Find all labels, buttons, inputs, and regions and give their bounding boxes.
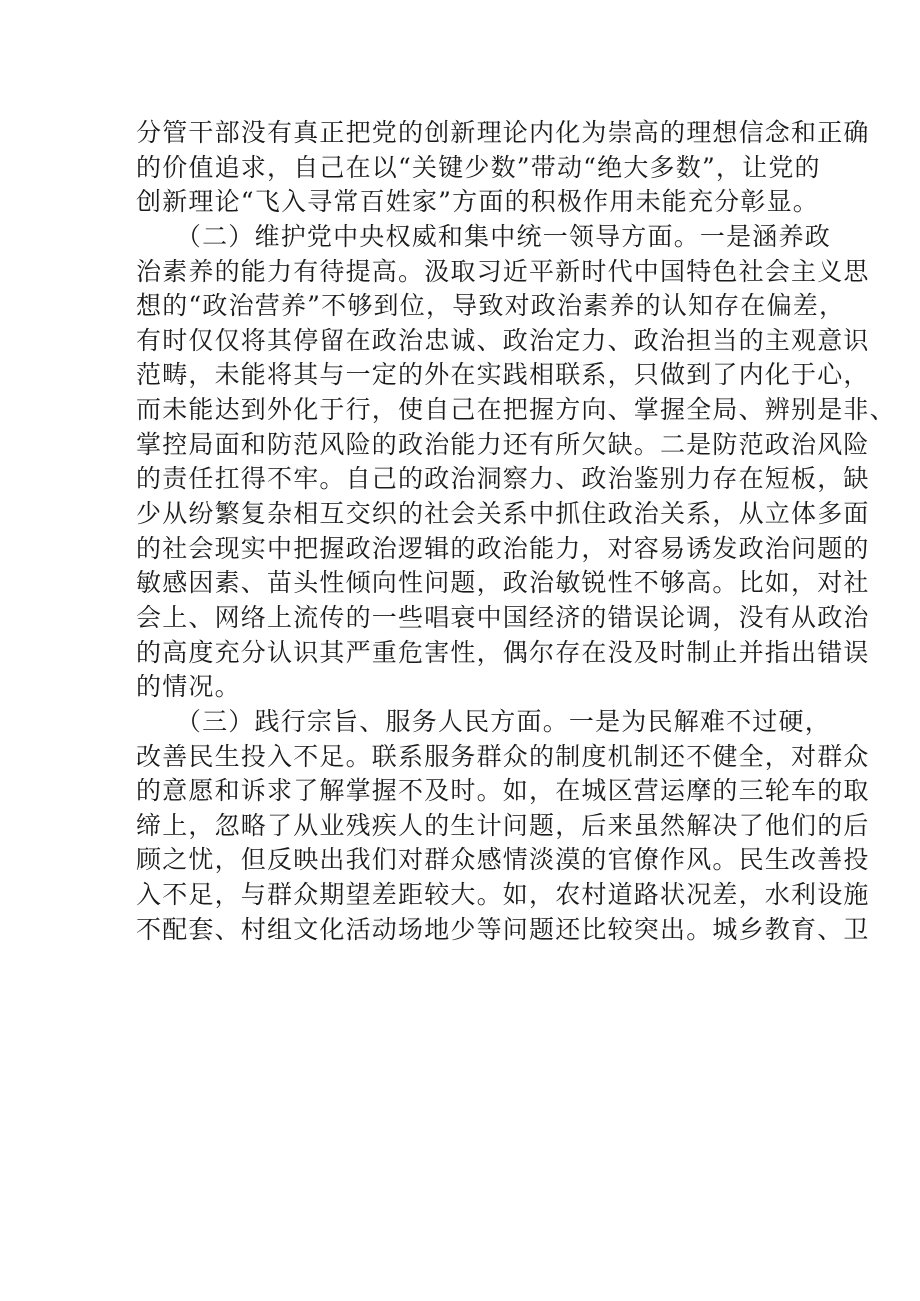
text-line: 的情况。 <box>136 672 241 702</box>
body-text <box>136 116 896 947</box>
text-line: 分管干部没有真正把党的创新理论内化为崇高的理想信念和正确 <box>136 118 870 147</box>
text-line: 的意愿和诉求了解掌握不及时。如，在城区营运摩的三轮车的取 <box>136 776 870 806</box>
text-line: 想的“政治营养”不够到位，导致对政治素养的认知存在偏差， <box>136 291 846 321</box>
section-heading-line: （三）践行宗旨、服务人民方面。一是为民解难不过硬， <box>136 706 831 736</box>
text-line: 敏感因素、苗头性倾向性问题，政治敏锐性不够高。比如，对社 <box>136 568 870 598</box>
text-line: 少从纷繁复杂相互交织的社会关系中抓住政治关系，从立体多面 <box>136 499 870 529</box>
text-line: 的高度充分认识其严重危害性，偶尔存在没及时制止并指出错误 <box>136 637 870 667</box>
text-line: 掌控局面和防范风险的政治能力还有所欠缺。二是防范政治风险 <box>136 429 870 459</box>
text-line: 会上、网络上流传的一些唱衰中国经济的错误论调，没有从政治 <box>136 602 870 632</box>
text-line: 入不足，与群众期望差距较大。如，农村道路状况差，水利设施 <box>136 880 870 910</box>
text-line: 改善民生投入不足。联系服务群众的制度机制还不健全，对群众 <box>136 741 870 771</box>
text-line: 顾之忧，但反映出我们对群众感情淡漠的官僚作风。民生改善投 <box>136 845 870 875</box>
text-line: 的社会现实中把握政治逻辑的政治能力，对容易诱发政治问题的 <box>136 533 870 563</box>
section-heading-line: （二）维护党中央权威和集中统一领导方面。一是涵养政 <box>136 221 831 251</box>
text-line: 的价值追求，自己在以“关键少数”带动“绝大多数”，让党的 <box>136 152 821 182</box>
text-line: 缔上，忽略了从业残疾人的生计问题，后来虽然解决了他们的后 <box>136 810 870 840</box>
text-line: 的责任扛得不牢。自己的政治洞察力、政治鉴别力存在短板，缺 <box>136 464 870 494</box>
text-line: 有时仅仅将其停留在政治忠诚、政治定力、政治担当的主观意识 <box>136 325 870 355</box>
text-line: 治素养的能力有待提高。汲取习近平新时代中国特色社会主义思 <box>136 256 870 286</box>
text-line: 不配套、村组文化活动场地少等问题还比较突出。城乡教育、卫 <box>136 914 870 944</box>
text-line: 创新理论“飞入寻常百姓家”方面的积极作用未能充分彰显。 <box>136 187 819 217</box>
text-line: 而未能达到外化于行，使自己在把握方向、掌握全局、辨别是非、 <box>136 395 896 425</box>
text-line: 范畴，未能将其与一定的外在实践相联系，只做到了内化于心， <box>136 360 870 390</box>
